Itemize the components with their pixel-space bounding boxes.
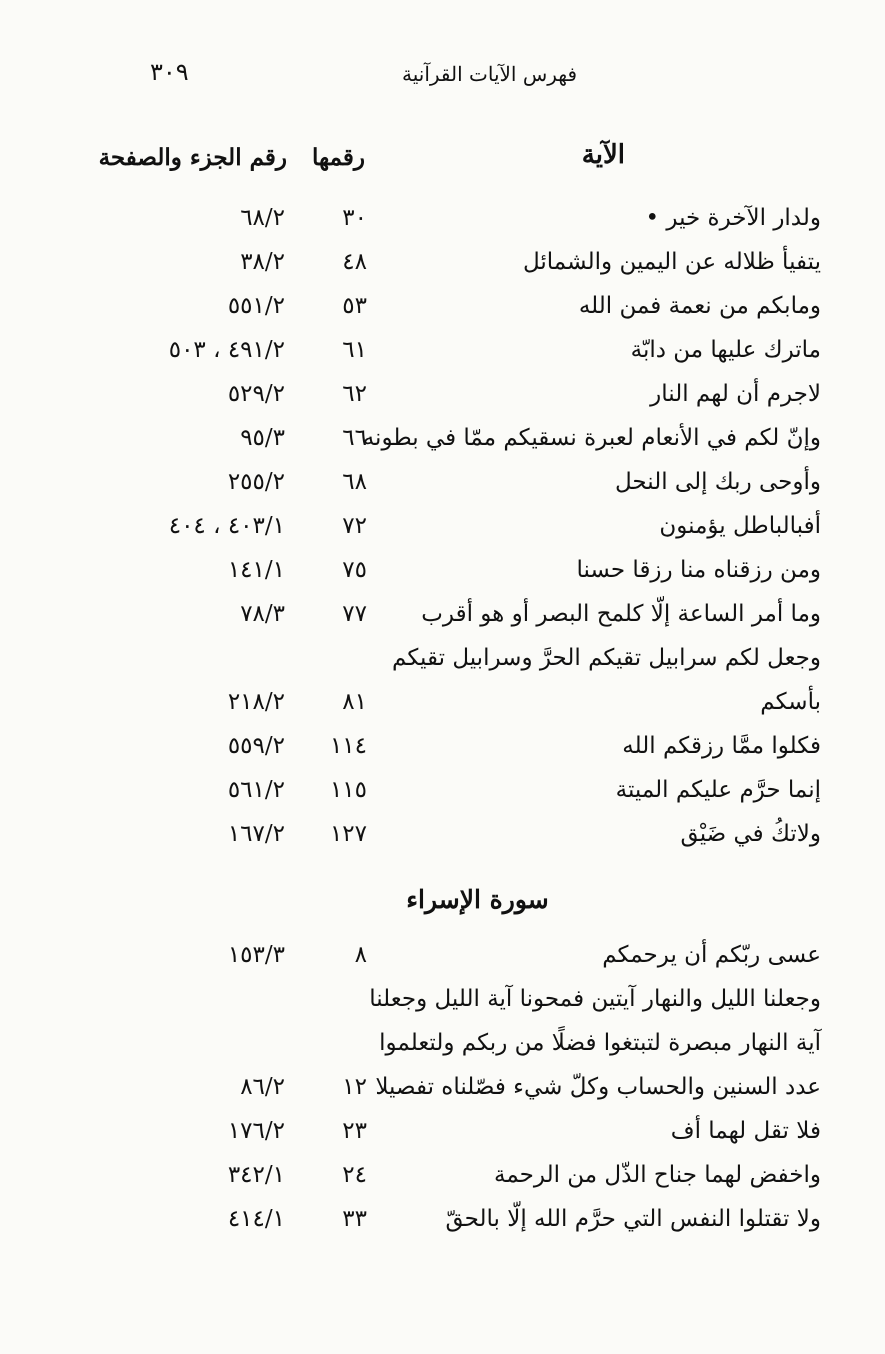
volume-page-ref: ١٧٦/٢ [227, 1118, 285, 1144]
verse-number: ٣٠ [342, 205, 367, 231]
index-row [0, 1206, 885, 1250]
volume-page-ref: ١٤١/١ [227, 557, 285, 583]
verse-number: ٨ [354, 942, 367, 968]
volume-page-ref: ٥٥١/٢ [227, 293, 285, 319]
verse-text: ولا تقتلوا النفس التي حرَّم الله إلّا بالحقّ [445, 1206, 821, 1232]
index-row [0, 821, 885, 865]
verse-number: ٧٥ [342, 557, 367, 583]
volume-page-ref: ٩٥/٣ [240, 425, 285, 451]
index-row [0, 1118, 885, 1162]
verse-number: ٧٢ [342, 513, 367, 539]
volume-page-ref: ٣٨/٢ [240, 249, 285, 275]
volume-page-ref: ٨٦/٢ [240, 1074, 285, 1100]
verse-number: ١١٤ [329, 733, 367, 759]
index-row [0, 293, 885, 337]
volume-page-ref: ٥٢٩/٢ [227, 381, 285, 407]
index-row [0, 1030, 885, 1074]
index-row [0, 645, 885, 689]
verse-number: ٦٦ [342, 425, 367, 451]
verse-text: آية النهار مبصرة لتبتغوا فضلًا من ربكم ولتعلموا [379, 1030, 821, 1056]
index-row [0, 986, 885, 1030]
page-number: ٣٠٩ [150, 58, 189, 86]
volume-page-ref: ١٥٣/٣ [227, 942, 285, 968]
verse-text: فلا تقل لهما أف [670, 1118, 821, 1144]
verse-text: وجعل لكم سرابيل تقيكم الحرَّ وسرابيل تقيكم [392, 645, 821, 671]
verse-number: ٧٧ [342, 601, 367, 627]
index-row [0, 469, 885, 513]
index-row [0, 689, 885, 733]
verse-number: ١٢ [342, 1074, 367, 1100]
verse-text: لاجرم أن لهم النار [650, 381, 821, 407]
verse-text: واخفض لهما جناح الذّل من الرحمة [494, 1162, 821, 1188]
verse-number: ٤٨ [342, 249, 367, 275]
volume-page-ref: ٦٨/٢ [240, 205, 285, 231]
verse-text: عسى ربّكم أن يرحمكم [602, 942, 821, 968]
surah-heading [0, 885, 885, 914]
volume-page-ref: ٥٦١/٢ [227, 777, 285, 803]
index-row [0, 425, 885, 469]
verse-number: ٦١ [342, 337, 367, 363]
index-row [0, 1162, 885, 1206]
volume-page-ref: ٣٤٢/١ [227, 1162, 285, 1188]
verse-text: ومن رزقناه منا رزقا حسنا [576, 557, 821, 583]
index-row [0, 1074, 885, 1118]
running-title: فهرس الآيات القرآنية [402, 62, 578, 86]
volume-page-ref: ١٦٧/٢ [227, 821, 285, 847]
verse-text: عدد السنين والحساب وكلّ شيء فصّلناه تفصيلا [375, 1074, 821, 1100]
verse-number: ٥٣ [342, 293, 367, 319]
verse-text: وما أمر الساعة إلّا كلمح البصر أو هو أقرب [421, 601, 821, 627]
volume-page-ref: ٢٥٥/٢ [227, 469, 285, 495]
index-row [0, 337, 885, 381]
index-row [0, 249, 885, 293]
index-row [0, 733, 885, 777]
volume-page-ref: ٤٠٣/١ ، ٤٠٤ [168, 513, 285, 539]
verse-text: وجعلنا الليل والنهار آيتين فمحونا آية الليل وجعلنا [369, 986, 821, 1012]
column-header-number: رقمها [311, 144, 365, 171]
index-row [0, 381, 885, 425]
index-row [0, 557, 885, 601]
surah-heading-text: سورة الإسراء [406, 885, 549, 914]
verse-text: ومابكم من نعمة فمن الله [578, 293, 821, 319]
verse-number: ٨١ [342, 689, 367, 715]
index-row [0, 205, 885, 249]
index-row [0, 513, 885, 557]
verse-number: ٦٨ [342, 469, 367, 495]
index-row [0, 942, 885, 986]
verse-number: ٢٤ [342, 1162, 367, 1188]
volume-page-ref: ٢١٨/٢ [227, 689, 285, 715]
verse-text: يتفيأ ظلاله عن اليمين والشمائل [522, 249, 821, 275]
index-row [0, 601, 885, 645]
verse-text: ولاتكُ في ضَيْق [680, 821, 821, 847]
verse-text: بأسكم [760, 689, 821, 715]
volume-page-ref: ٧٨/٣ [240, 601, 285, 627]
verse-text: ماترك عليها من دابّة [630, 337, 821, 363]
index-row [0, 777, 885, 821]
verse-text: ولدار الآخرة خير • [645, 205, 821, 231]
column-header-verse: الآية [581, 140, 625, 170]
verse-number: ٣٣ [342, 1206, 367, 1232]
verse-text: وإنّ لكم في الأنعام لعبرة نسقيكم ممّا في بطونه [362, 425, 821, 451]
volume-page-ref: ٤١٤/١ [227, 1206, 285, 1232]
verse-text: أفبالباطل يؤمنون [659, 513, 821, 539]
verse-number: ١٢٧ [329, 821, 367, 847]
volume-page-ref: ٤٩١/٢ ، ٥٠٣ [168, 337, 285, 363]
verse-number: ٦٢ [342, 381, 367, 407]
verse-text: إنما حرَّم عليكم الميتة [615, 777, 821, 803]
volume-page-ref: ٥٥٩/٢ [227, 733, 285, 759]
verse-number: ٢٣ [342, 1118, 367, 1144]
column-header-reference: رقم الجزء والصفحة [98, 144, 287, 171]
verse-text: وأوحى ربك إلى النحل [615, 469, 821, 495]
verse-number: ١١٥ [329, 777, 367, 803]
verse-text: فكلوا ممَّا رزقكم الله [622, 733, 821, 759]
